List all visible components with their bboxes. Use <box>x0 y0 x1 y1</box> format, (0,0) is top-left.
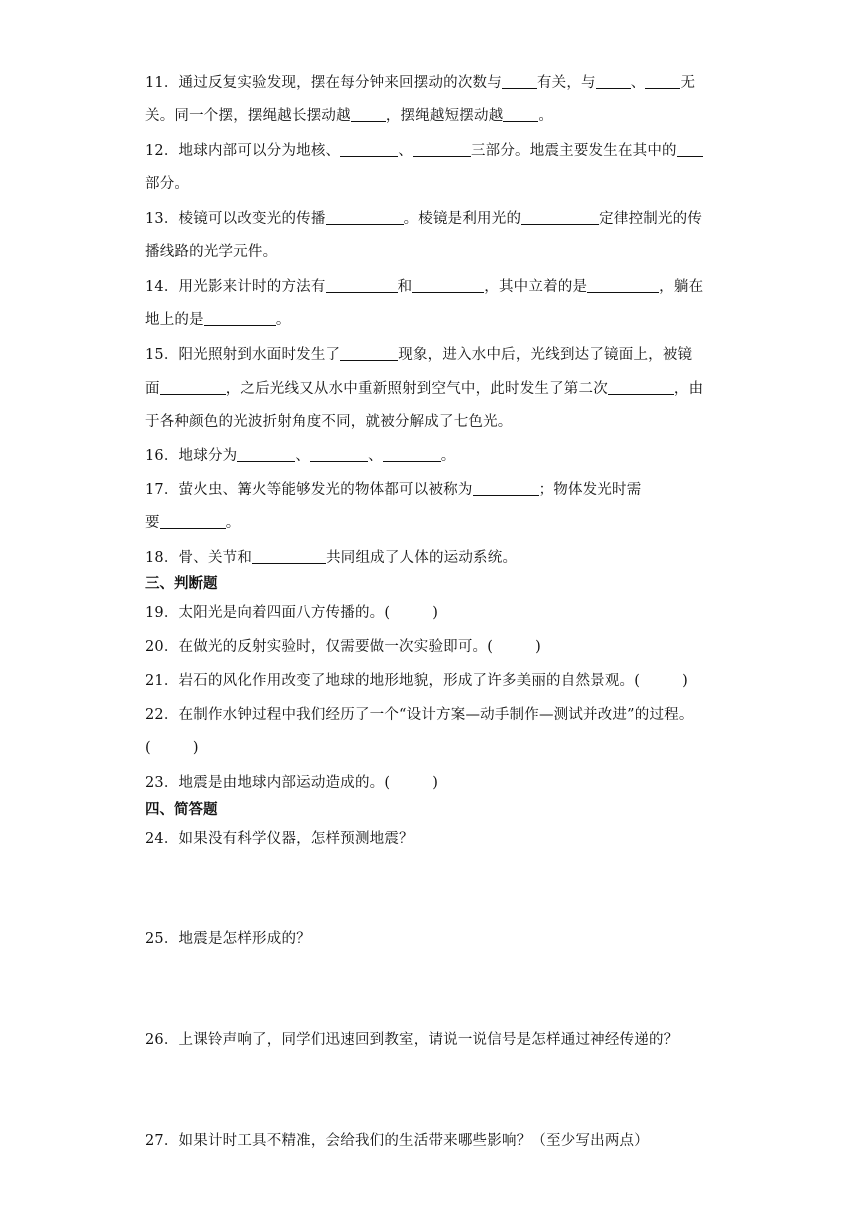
answer-blank[interactable] <box>473 481 539 496</box>
answer-blank[interactable] <box>204 311 276 326</box>
answer-blank[interactable] <box>237 447 295 462</box>
question-24: 24．如果没有科学仪器，怎样预测地震？ <box>145 831 414 847</box>
answer-blank[interactable] <box>596 74 631 89</box>
answer-blank[interactable] <box>412 278 484 293</box>
question-13-line-2: 播线路的光学元件。 <box>145 244 278 260</box>
question-19: 19．太阳光是向着四面八方传播的。( ) <box>145 605 439 621</box>
question-21: 21．岩石的风化作用改变了地球的地形地貌，形成了许多美丽的自然景观。( ) <box>145 673 688 689</box>
question-23: 23．地震是由地球内部运动造成的。( ) <box>145 775 439 791</box>
answer-blank[interactable] <box>503 107 538 122</box>
answer-blank[interactable] <box>310 447 368 462</box>
question-14-line-1: 14．用光影来计时的方法有 和 ，其中立着的是 ，躺在 <box>145 279 704 295</box>
answer-blank[interactable] <box>252 549 326 564</box>
question-16: 16．地球分为 、 、 。 <box>145 448 456 464</box>
question-26: 26．上课铃声响了，同学们迅速回到教室，请说一说信号是怎样通过神经传递的？ <box>145 1032 679 1048</box>
question-27: 27．如果计时工具不精准，会给我们的生活带来哪些影响？（至少写出两点） <box>145 1133 649 1149</box>
question-13-line-1: 13．棱镜可以改变光的传播 。棱镜是利用光的 定律控制光的传 <box>145 211 703 227</box>
question-15-line-2: 面 ，之后光线又从水中重新照射到空气中，此时发生了第二次 ，由 <box>145 381 704 397</box>
section-heading-short-answer: 四、简答题 <box>145 802 218 818</box>
answer-blank[interactable] <box>645 74 680 89</box>
answer-blank[interactable] <box>677 142 703 157</box>
question-14-line-2: 地上的是 。 <box>145 312 291 328</box>
question-20: 20．在做光的反射实验时，仅需要做一次实验即可。( ) <box>145 639 541 655</box>
question-15-line-1: 15．阳光照射到水面时发生了 现象，进入水中后，光线到达了镜面上，被镜 <box>145 347 693 363</box>
question-12-line-1: 12．地球内部可以分为地核、 、 三部分。地震主要发生在其中的 <box>145 141 703 161</box>
answer-blank[interactable] <box>326 278 398 293</box>
answer-blank[interactable] <box>608 380 674 395</box>
question-22-line-2: ( ) <box>145 740 199 756</box>
answer-blank[interactable] <box>326 210 404 225</box>
answer-blank[interactable] <box>160 380 226 395</box>
answer-blank[interactable] <box>340 346 398 361</box>
section-heading-true-false: 三、判断题 <box>145 576 218 592</box>
answer-blank[interactable] <box>160 514 226 529</box>
question-17-line-2: 要 。 <box>145 515 241 531</box>
answer-blank[interactable] <box>340 142 398 157</box>
answer-blank[interactable] <box>383 447 441 462</box>
question-12-line-2: 部分。 <box>145 176 190 192</box>
answer-blank[interactable] <box>413 142 471 157</box>
answer-blank[interactable] <box>351 107 386 122</box>
question-18: 18．骨、关节和 共同组成了人体的运动系统。 <box>145 550 518 566</box>
answer-blank[interactable] <box>587 278 659 293</box>
answer-blank[interactable] <box>521 210 599 225</box>
question-25: 25．地震是怎样形成的？ <box>145 931 311 947</box>
question-22-line-1: 22．在制作水钟过程中我们经历了一个“设计方案—动手制作—测试并改进”的过程。 <box>145 707 694 723</box>
question-11-line-2: 关。同一个摆，摆绳越长摆动越 ，摆绳越短摆动越 。 <box>145 108 554 124</box>
answer-blank[interactable] <box>502 74 537 89</box>
question-15-line-3: 于各种颜色的光波折射角度不同，就被分解成了七色光。 <box>145 414 513 430</box>
question-17-line-1: 17．萤火虫、篝火等能够发光的物体都可以被称为 ；物体发光时需 <box>145 482 642 498</box>
question-11-line-1: 11．通过反复实验发现，摆在每分钟来回摆动的次数与 有关，与 、 无 <box>145 75 696 91</box>
